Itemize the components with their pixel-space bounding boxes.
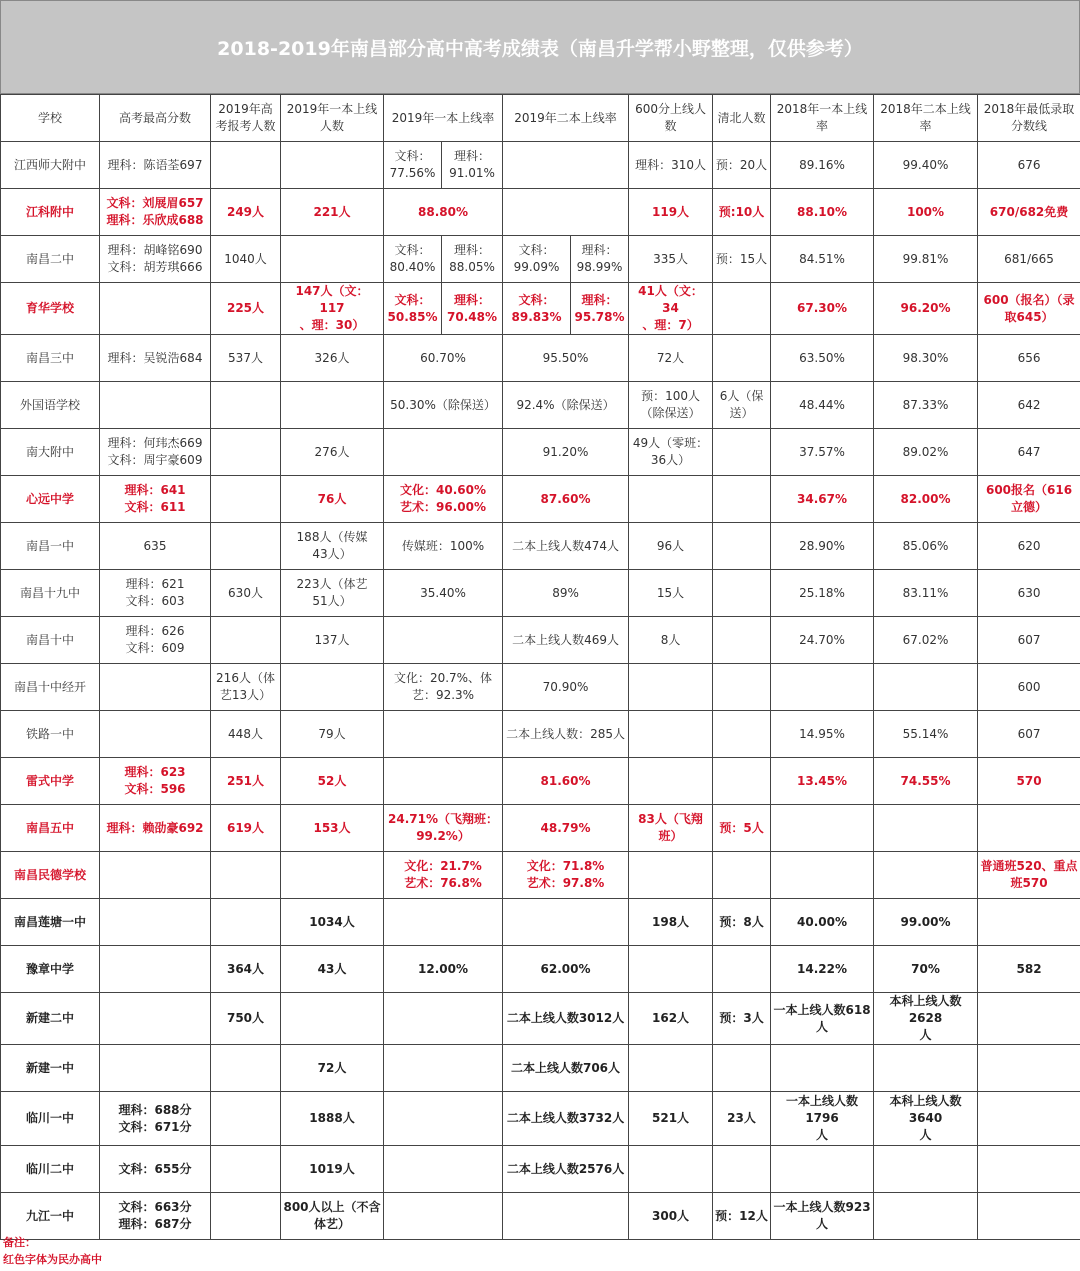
table-cell [713,283,771,335]
table-cell: 二本上线人数3732人 [503,1092,629,1146]
table-cell: 91.20% [503,429,629,476]
table-cell: 300人 [629,1193,713,1240]
table-cell: 二本上线人数：285人 [503,711,629,758]
school-name-cell: 雷式中学 [1,758,100,805]
table-cell: 理科：626 文科：609 [100,617,211,664]
table-cell [771,805,874,852]
table-cell: 预：20人 [713,142,771,189]
table-cell: 99.00% [874,899,978,946]
column-header: 2019年一本上线率 [384,95,503,142]
table-cell: 582 [978,946,1080,993]
table-cell [100,283,211,335]
table-cell [281,142,384,189]
table-cell: 理科： 70.48% [442,283,503,335]
table-cell: 537人 [211,335,281,382]
table-cell: 一本上线人数618 人 [771,993,874,1045]
table-cell: 二本上线人数469人 [503,617,629,664]
table-cell: 225人 [211,283,281,335]
table-cell: 647 [978,429,1080,476]
table-cell: 48.44% [771,382,874,429]
table-cell: 67.30% [771,283,874,335]
table-cell: 34.67% [771,476,874,523]
table-cell: 预：3人 [713,993,771,1045]
table-row [1,429,1080,476]
school-name-cell: 九江一中 [1,1193,100,1240]
table-cell: 750人 [211,993,281,1045]
table-cell: 85.06% [874,523,978,570]
table-cell [384,617,503,664]
table-cell: 74.55% [874,758,978,805]
table-cell: 79人 [281,711,384,758]
table-cell: 55.14% [874,711,978,758]
header-row [1,95,1080,142]
table-cell [713,664,771,711]
table-cell [978,1193,1080,1240]
table-cell: 188人（传媒 43人） [281,523,384,570]
column-header: 清北人数 [713,95,771,142]
table-cell: 文科： 89.83% [503,283,571,335]
table-cell: 52人 [281,758,384,805]
table-row [1,1146,1080,1193]
table-cell: 82.00% [874,476,978,523]
table-cell: 文科：刘展眉657 理科：乐欣成688 [100,189,211,236]
table-cell: 607 [978,617,1080,664]
table-cell: 600报名（616立德） [978,476,1080,523]
column-header: 2018年最低录取分数线 [978,95,1080,142]
table-cell: 24.70% [771,617,874,664]
table-cell [629,664,713,711]
school-name-cell: 南昌五中 [1,805,100,852]
table-cell: 681/665 [978,236,1080,283]
table-cell: 137人 [281,617,384,664]
table-cell: 文化：40.60% 艺术：96.00% [384,476,503,523]
table-cell: 理科：何玮杰669 文科：周宇豪609 [100,429,211,476]
table-cell: 预：5人 [713,805,771,852]
table-row [1,993,1080,1045]
table-row [1,805,1080,852]
table-cell: 预：100人 （除保送） [629,382,713,429]
school-name-cell: 南昌十中 [1,617,100,664]
table-cell: 预:10人 [713,189,771,236]
column-header: 600分上线人数 [629,95,713,142]
school-name-cell: 南昌二中 [1,236,100,283]
table-cell: 35.40% [384,570,503,617]
table-cell [874,1045,978,1092]
table-cell: 67.02% [874,617,978,664]
school-name-cell: 育华学校 [1,283,100,335]
table-row [1,852,1080,899]
table-cell: 83人（飞翔班） [629,805,713,852]
table-cell: 620 [978,523,1080,570]
table-cell [629,758,713,805]
school-name-cell: 江西师大附中 [1,142,100,189]
table-cell [713,711,771,758]
column-header: 高考最高分数 [100,95,211,142]
table-cell: 88.10% [771,189,874,236]
table-cell: 99.40% [874,142,978,189]
school-name-cell: 临川一中 [1,1092,100,1146]
table-cell: 理科：641 文科：611 [100,476,211,523]
table-cell [713,946,771,993]
table-cell: 600 [978,664,1080,711]
table-cell [211,382,281,429]
school-name-cell: 南昌三中 [1,335,100,382]
table-cell [713,429,771,476]
table-cell: 95.50% [503,335,629,382]
table-cell: 63.50% [771,335,874,382]
table-cell: 文科： 50.85% [384,283,442,335]
table-cell: 14.22% [771,946,874,993]
table-cell: 理科：310人 [629,142,713,189]
table-cell [100,852,211,899]
table-cell [211,142,281,189]
table-row [1,1092,1080,1146]
table-cell: 147人（文：117 、理：30） [281,283,384,335]
table-cell: 92.4%（除保送） [503,382,629,429]
table-cell: 70% [874,946,978,993]
table-cell: 98.30% [874,335,978,382]
table-cell: 理科：赖劭豪692 [100,805,211,852]
table-cell: 13.45% [771,758,874,805]
table-cell: 普通班520、重点班570 [978,852,1080,899]
table-cell: 607 [978,711,1080,758]
table-cell: 文科： 80.40% [384,236,442,283]
table-cell [384,1045,503,1092]
table-cell: 理科：陈语荃697 [100,142,211,189]
table-cell [281,382,384,429]
table-title: 2018-2019年南昌部分高中高考成绩表（南昌升学帮小野整理，仅供参考） [0,0,1080,94]
table-cell: 635 [100,523,211,570]
table-cell [211,617,281,664]
table-cell [211,429,281,476]
table-cell [100,899,211,946]
table-row [1,382,1080,429]
table-cell: 88.80% [384,189,503,236]
table-cell: 本科上线人数3640 人 [874,1092,978,1146]
table-cell [384,758,503,805]
table-cell [211,476,281,523]
table-cell: 99.81% [874,236,978,283]
table-row [1,335,1080,382]
table-cell: 162人 [629,993,713,1045]
table-cell [978,1146,1080,1193]
column-header: 2019年一本上线人数 [281,95,384,142]
table-cell [978,1045,1080,1092]
table-cell: 448人 [211,711,281,758]
table-cell [713,852,771,899]
table-cell [771,664,874,711]
table-cell: 72人 [629,335,713,382]
school-name-cell: 南大附中 [1,429,100,476]
table-cell: 文化：21.7% 艺术：76.8% [384,852,503,899]
table-cell: 96.20% [874,283,978,335]
school-name-cell: 南昌十中经开 [1,664,100,711]
table-row [1,946,1080,993]
table-cell: 25.18% [771,570,874,617]
table-cell [211,1193,281,1240]
table-cell [629,476,713,523]
table-cell: 文科：655分 [100,1146,211,1193]
table-cell: 249人 [211,189,281,236]
table-cell [978,993,1080,1045]
table-cell: 60.70% [384,335,503,382]
table-cell: 一本上线人数1796 人 [771,1092,874,1146]
table-cell: 89% [503,570,629,617]
table-cell: 656 [978,335,1080,382]
table-cell: 153人 [281,805,384,852]
table-cell: 一本上线人数923 人 [771,1193,874,1240]
table-cell: 理科： 95.78% [571,283,629,335]
table-cell [713,335,771,382]
table-cell [211,1146,281,1193]
table-cell: 335人 [629,236,713,283]
table-cell [100,382,211,429]
table-cell: 600（报名）（录取645） [978,283,1080,335]
school-name-cell: 江科附中 [1,189,100,236]
table-cell [629,1146,713,1193]
table-cell [629,711,713,758]
table-cell [713,1045,771,1092]
table-cell [211,852,281,899]
table-row [1,283,1080,335]
table-cell [503,142,629,189]
table-cell: 364人 [211,946,281,993]
table-cell: 24.71%（飞翔班： 99.2%） [384,805,503,852]
table-cell: 14.95% [771,711,874,758]
table-cell: 37.57% [771,429,874,476]
table-cell: 670/682免费 [978,189,1080,236]
table-cell: 89.16% [771,142,874,189]
table-cell: 文科： 99.09% [503,236,571,283]
table-cell: 8人 [629,617,713,664]
table-cell [211,899,281,946]
table-cell: 二本上线人数474人 [503,523,629,570]
table-cell [384,429,503,476]
table-row [1,236,1080,283]
table-cell: 本科上线人数2628 人 [874,993,978,1045]
school-name-cell: 南昌一中 [1,523,100,570]
table-cell [713,523,771,570]
table-cell: 76人 [281,476,384,523]
table-cell: 28.90% [771,523,874,570]
table-cell: 二本上线人数3012人 [503,993,629,1045]
table-cell: 198人 [629,899,713,946]
table-row [1,1193,1080,1240]
table-row [1,617,1080,664]
table-cell [713,617,771,664]
table-row [1,189,1080,236]
table-cell: 83.11% [874,570,978,617]
table-cell [503,899,629,946]
table-cell: 二本上线人数2576人 [503,1146,629,1193]
table-cell: 800人以上（不含 体艺） [281,1193,384,1240]
table-cell: 40.00% [771,899,874,946]
table-cell: 570 [978,758,1080,805]
table-cell [629,946,713,993]
table-cell [100,711,211,758]
table-cell: 23人 [713,1092,771,1146]
score-table [0,94,1080,1240]
column-header: 2018年二本上线率 [874,95,978,142]
table-cell: 1040人 [211,236,281,283]
table-cell: 41人（文：34 、理：7） [629,283,713,335]
table-cell: 文化：20.7%、体 艺：92.3% [384,664,503,711]
table-cell: 理科：688分 文科：671分 [100,1092,211,1146]
table-cell [100,993,211,1045]
table-cell: 619人 [211,805,281,852]
table-cell: 676 [978,142,1080,189]
table-cell: 50.30%（除保送） [384,382,503,429]
school-name-cell: 外国语学校 [1,382,100,429]
table-cell [384,711,503,758]
table-cell [874,852,978,899]
table-cell: 119人 [629,189,713,236]
table-cell [384,1193,503,1240]
table-cell [384,1092,503,1146]
school-name-cell: 新建一中 [1,1045,100,1092]
table-cell: 87.33% [874,382,978,429]
table-row [1,664,1080,711]
table-cell: 理科： 88.05% [442,236,503,283]
table-cell: 62.00% [503,946,629,993]
table-cell [281,852,384,899]
table-cell: 理科： 98.99% [571,236,629,283]
table-cell: 276人 [281,429,384,476]
table-cell [771,1045,874,1092]
table-cell: 预：12人 [713,1193,771,1240]
column-header: 2019年高考报考人数 [211,95,281,142]
table-cell: 传媒班：100% [384,523,503,570]
table-cell: 642 [978,382,1080,429]
table-cell [771,852,874,899]
table-cell [281,664,384,711]
table-cell: 理科：621 文科：603 [100,570,211,617]
table-cell: 89.02% [874,429,978,476]
table-cell: 二本上线人数706人 [503,1045,629,1092]
table-cell [503,1193,629,1240]
table-cell: 87.60% [503,476,629,523]
table-cell: 文科：663分 理科：687分 [100,1193,211,1240]
table-cell: 1888人 [281,1092,384,1146]
column-header: 2018年一本上线率 [771,95,874,142]
table-cell [978,899,1080,946]
table-row [1,523,1080,570]
table-cell: 221人 [281,189,384,236]
table-cell [874,1193,978,1240]
table-cell: 48.79% [503,805,629,852]
school-name-cell: 心远中学 [1,476,100,523]
table-cell: 15人 [629,570,713,617]
table-cell: 文化：71.8% 艺术：97.8% [503,852,629,899]
table-cell: 理科：623 文科：596 [100,758,211,805]
table-cell: 预：8人 [713,899,771,946]
table-cell [100,664,211,711]
school-name-cell: 豫章中学 [1,946,100,993]
table-cell: 100% [874,189,978,236]
column-header: 2019年二本上线率 [503,95,629,142]
table-row [1,711,1080,758]
table-cell [713,476,771,523]
table-cell [211,1045,281,1092]
table-cell: 理科：胡峰铭690 文科：胡芳琪666 [100,236,211,283]
table-cell [713,1146,771,1193]
school-name-cell: 铁路一中 [1,711,100,758]
school-name-cell: 南昌民德学校 [1,852,100,899]
footnote: 备注： 红色字体为民办高中 [3,1236,102,1266]
table-cell: 251人 [211,758,281,805]
table-cell: 521人 [629,1092,713,1146]
table-cell [629,1045,713,1092]
table-cell: 630人 [211,570,281,617]
table-cell: 216人（体 艺13人） [211,664,281,711]
table-row [1,758,1080,805]
table-cell [384,1146,503,1193]
school-name-cell: 新建二中 [1,993,100,1045]
table-cell [281,993,384,1045]
table-cell [281,236,384,283]
table-cell: 81.60% [503,758,629,805]
table-cell [384,993,503,1045]
table-row [1,570,1080,617]
table-cell: 630 [978,570,1080,617]
table-cell: 12.00% [384,946,503,993]
table-cell [211,523,281,570]
table-cell: 70.90% [503,664,629,711]
school-name-cell: 南昌十九中 [1,570,100,617]
table-row [1,1045,1080,1092]
table-cell: 6人（保 送） [713,382,771,429]
table-cell [874,805,978,852]
column-header: 学校 [1,95,100,142]
table-cell: 49人（零班： 36人） [629,429,713,476]
table-cell: 84.51% [771,236,874,283]
table-row [1,142,1080,189]
table-cell: 理科：吴锐浩684 [100,335,211,382]
table-cell: 326人 [281,335,384,382]
table-cell [713,570,771,617]
table-cell [384,899,503,946]
table-cell: 理科： 91.01% [442,142,503,189]
table-cell: 96人 [629,523,713,570]
table-cell [978,1092,1080,1146]
table-cell [100,1045,211,1092]
table-cell [211,1092,281,1146]
table-cell [629,852,713,899]
table-row [1,476,1080,523]
table-cell: 43人 [281,946,384,993]
table-cell [503,189,629,236]
table-cell [978,805,1080,852]
table-cell: 文科： 77.56% [384,142,442,189]
table-cell [874,1146,978,1193]
table-cell [713,758,771,805]
table-cell: 1034人 [281,899,384,946]
table-cell [874,664,978,711]
school-name-cell: 临川二中 [1,1146,100,1193]
table-cell [771,1146,874,1193]
table-row [1,899,1080,946]
table-cell: 1019人 [281,1146,384,1193]
school-name-cell: 南昌莲塘一中 [1,899,100,946]
table-cell [100,946,211,993]
table-cell: 72人 [281,1045,384,1092]
table-cell: 223人（体艺 51人） [281,570,384,617]
table-cell: 预：15人 [713,236,771,283]
